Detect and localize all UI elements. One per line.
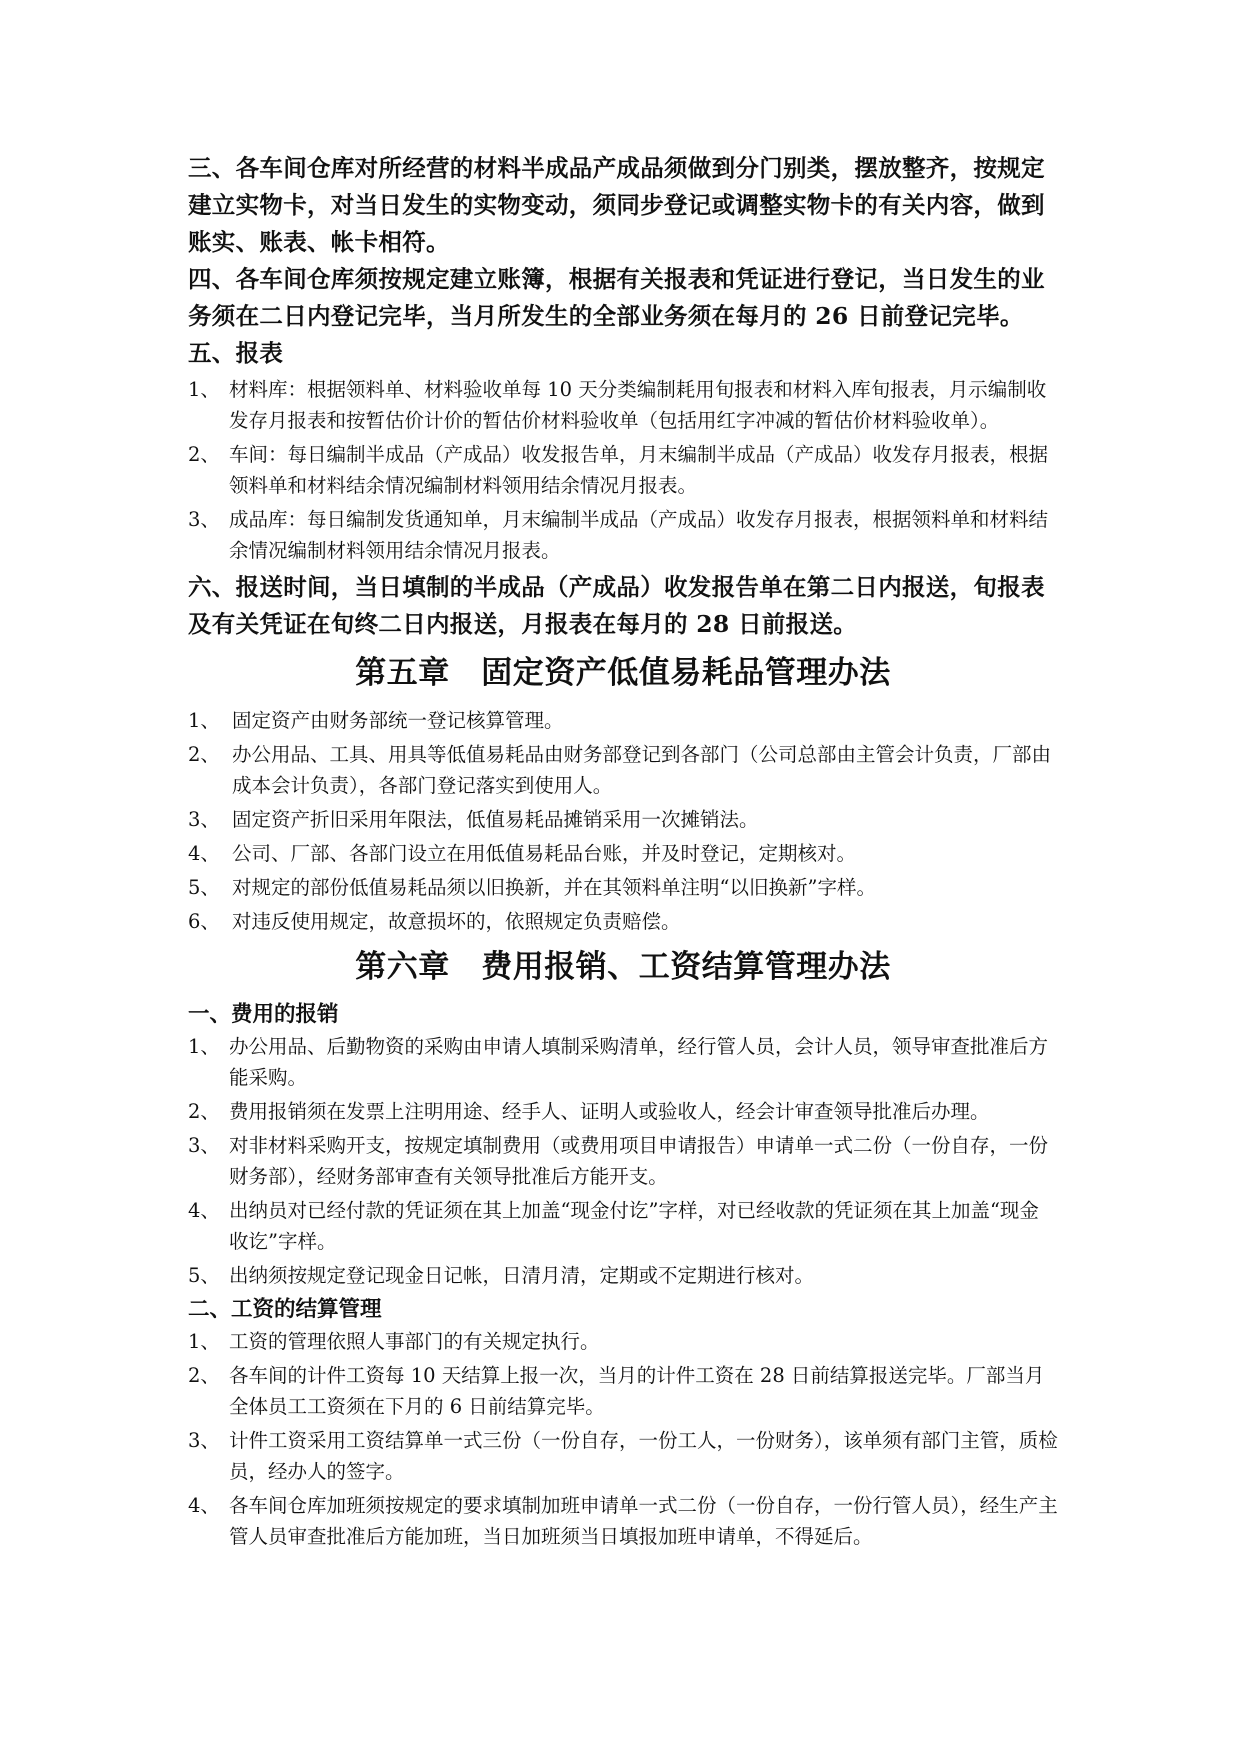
list-text: 对非材料采购开支，按规定填制费用（或费用项目申请报告）申请单一式二份（一份自存，一份财务部），经财务部审查有关领导批准后方能开支。 [229, 1134, 1049, 1188]
list-text: 工资的管理依照人事部门的有关规定执行。 [229, 1330, 600, 1353]
list-number: 3、 [188, 1429, 220, 1452]
list-number: 3、 [188, 1134, 220, 1157]
section-expense-heading: 一、费用的报销 [188, 1002, 339, 1027]
list-text: 各车间的计件工资每 10 天结算上报一次，当月的计件工资在 28 日前结算报送完毕。厂部当月全体员工工资须在下月的 6 日前结算完毕。 [229, 1364, 1045, 1418]
list-item [188, 374, 1058, 436]
list-item [188, 705, 1058, 736]
list-item [188, 1096, 1058, 1127]
list-text: 车间：每日编制半成品（产成品）收发报告单，月末编制半成品（产成品）收发存月报表，根据领料单和材料结余情况编制材料领用结余情况月报表。 [229, 443, 1049, 497]
list-number: 4、 [188, 842, 220, 865]
list-text: 材料库：根据领料单、材料验收单每 10 天分类编制耗用旬报表和材料入库旬报表，月示编制收发存月报表和按暂估价计价的暂估价材料验收单（包括用红字冲减的暂估价材料验收单）。 [229, 378, 1047, 432]
list-item [188, 838, 1058, 869]
list-number: 1、 [188, 709, 220, 732]
list-item [188, 872, 1058, 903]
list-item [188, 1326, 1058, 1357]
list-text: 固定资产折旧采用年限法，低值易耗品摊销采用一次摊销法。 [232, 808, 759, 831]
list-text: 公司、厂部、各部门设立在用低值易耗品台账，并及时登记，定期核对。 [232, 842, 857, 865]
list-text: 各车间仓库加班须按规定的要求填制加班申请单一式二份（一份自存，一份行管人员），经生产主管人员审查批准后方能加班，当日加班须当日填报加班申请单，不得延后。 [229, 1494, 1058, 1548]
section-salary-heading: 二、工资的结算管理 [188, 1297, 382, 1322]
list-text: 办公用品、工具、用具等低值易耗品由财务部登记到各部门（公司总部由主管会计负责，厂部由成本会计负责），各部门登记落实到使用人。 [232, 743, 1052, 797]
list-item [188, 804, 1058, 835]
list-number: 6、 [188, 910, 220, 933]
list-text: 出纳须按规定登记现金日记帐，日清月清，定期或不定期进行核对。 [229, 1264, 815, 1287]
paragraph-4: 四、各车间仓库须按规定建立账簿，根据有关报表和凭证进行登记，当日发生的业务须在二日内登记完毕，当月所发生的全部业务须在每月的 26 日前登记完毕。 [188, 265, 1045, 330]
list-number: 5、 [188, 876, 220, 899]
list-number: 1、 [188, 1035, 220, 1058]
list-number: 2、 [188, 443, 220, 466]
list-text: 费用报销须在发票上注明用途、经手人、证明人或验收人，经会计审查领导批准后办理。 [229, 1100, 990, 1123]
list-text: 固定资产由财务部统一登记核算管理。 [232, 709, 564, 732]
document-page [188, 150, 1058, 1555]
list-item [188, 1031, 1058, 1093]
list-text: 成品库：每日编制发货通知单，月末编制半成品（产成品）收发存月报表，根据领料单和材料结余情况编制材料领用结余情况月报表。 [229, 508, 1049, 562]
list-number: 2、 [188, 743, 220, 766]
list-number: 1、 [188, 1330, 220, 1353]
list-number: 2、 [188, 1100, 220, 1123]
list-item [188, 906, 1058, 937]
list-item [188, 439, 1058, 501]
list-number: 4、 [188, 1494, 220, 1517]
list-number: 5、 [188, 1264, 220, 1287]
list-number: 3、 [188, 808, 220, 831]
list-item [188, 739, 1058, 801]
list-text: 对违反使用规定，故意损坏的，依照规定负责赔偿。 [232, 910, 681, 933]
list-item [188, 1260, 1058, 1291]
list-text: 计件工资采用工资结算单一式三份（一份自存，一份工人，一份财务），该单须有部门主管，质检员，经办人的签字。 [229, 1429, 1058, 1483]
list-item [188, 1360, 1058, 1422]
chapter-6-title: 第六章 费用报销、工资结算管理办法 [355, 949, 891, 985]
chapter-5-title: 第五章 固定资产低值易耗品管理办法 [355, 655, 891, 691]
list-number: 2、 [188, 1364, 220, 1387]
list-item [188, 1130, 1058, 1192]
list-item [188, 504, 1058, 566]
list-item [188, 1195, 1058, 1257]
list-text: 出纳员对已经付款的凭证须在其上加盖“现金付讫”字样，对已经收款的凭证须在其上加盖“现金收讫”字样。 [229, 1199, 1039, 1253]
list-text: 对规定的部份低值易耗品须以旧换新，并在其领料单注明“以旧换新”字样。 [232, 876, 876, 899]
list-number: 4、 [188, 1199, 220, 1222]
list-item [188, 1425, 1058, 1487]
list-item [188, 1490, 1058, 1552]
paragraph-6: 六、报送时间，当日填制的半成品（产成品）收发报告单在第二日内报送，旬报表及有关凭证在旬终二日内报送，月报表在每月的 28 日前报送。 [188, 573, 1045, 638]
list-number: 1、 [188, 378, 220, 401]
list-number: 3、 [188, 508, 220, 531]
paragraph-3: 三、各车间仓库对所经营的材料半成品产成品须做到分门别类，摆放整齐，按规定建立实物卡，对当日发生的实物变动，须同步登记或调整实物卡的有关内容，做到账实、账表、帐卡相符。 [188, 154, 1045, 256]
list-text: 办公用品、后勤物资的采购由申请人填制采购清单，经行管人员，会计人员，领导审查批准后方能采购。 [229, 1035, 1049, 1089]
section-reports-heading: 五、报表 [188, 339, 284, 367]
